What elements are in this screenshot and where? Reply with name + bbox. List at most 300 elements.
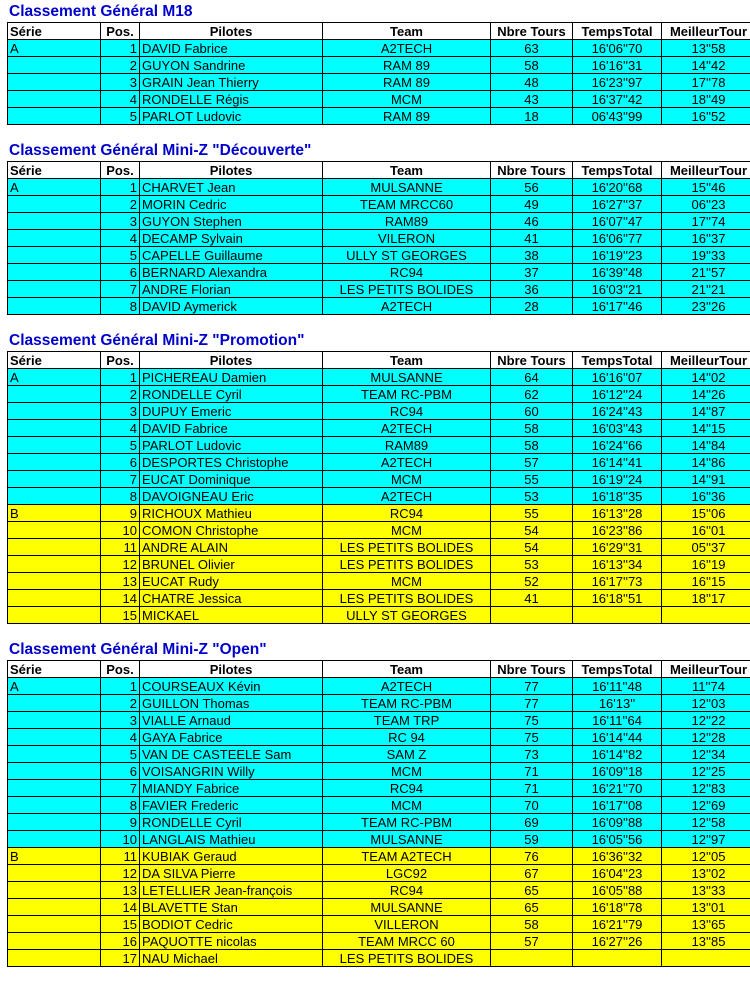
section-title: Classement Général Mini-Z "Découverte" — [9, 142, 312, 159]
position-cell: 1 — [101, 678, 140, 695]
pilot-name-cell: PAQUOTTE nicolas — [140, 933, 323, 950]
best-lap-cell: 12''97 — [662, 831, 750, 848]
position-cell: 15 — [101, 916, 140, 933]
laps-cell: 59 — [491, 831, 573, 848]
position-cell: 2 — [101, 196, 140, 213]
best-lap-cell: 13''01 — [662, 899, 750, 916]
pilot-name-cell: PARLOT Ludovic — [140, 437, 323, 454]
total-time-cell: 16'17''08 — [573, 797, 662, 814]
ranking-table — [7, 660, 750, 967]
table-row — [8, 108, 750, 125]
pilot-name-cell: EUCAT Dominique — [140, 471, 323, 488]
laps-cell: 54 — [491, 522, 573, 539]
serie-cell — [8, 488, 101, 505]
serie-cell — [8, 196, 101, 213]
team-cell: RAM 89 — [323, 74, 491, 91]
position-cell: 11 — [101, 848, 140, 865]
serie-cell — [8, 108, 101, 125]
pilot-name-cell: CHARVET Jean — [140, 179, 323, 196]
best-lap-cell: 23''26 — [662, 298, 750, 315]
position-cell: 10 — [101, 831, 140, 848]
laps-cell: 63 — [491, 40, 573, 57]
total-time-cell: 16'06''77 — [573, 230, 662, 247]
team-cell: LGC92 — [323, 865, 491, 882]
total-time-cell: 16'14''44 — [573, 729, 662, 746]
laps-cell: 67 — [491, 865, 573, 882]
laps-cell: 77 — [491, 678, 573, 695]
pilot-name-cell: DAVID Aymerick — [140, 298, 323, 315]
laps-cell: 41 — [491, 230, 573, 247]
table-row — [8, 505, 750, 522]
total-time-cell: 16'18''78 — [573, 899, 662, 916]
table-row — [8, 420, 750, 437]
table-row — [8, 831, 750, 848]
pilot-name-cell: DESPORTES Christophe — [140, 454, 323, 471]
total-time-cell: 16'13''34 — [573, 556, 662, 573]
laps-cell — [491, 950, 573, 967]
best-lap-cell: 16''36 — [662, 488, 750, 505]
table-row — [8, 386, 750, 403]
laps-cell: 64 — [491, 369, 573, 386]
table-row — [8, 746, 750, 763]
position-cell: 7 — [101, 281, 140, 298]
position-cell: 4 — [101, 729, 140, 746]
best-lap-cell: 13''33 — [662, 882, 750, 899]
column-header-pilote: Pilotes — [140, 23, 323, 40]
team-cell: MULSANNE — [323, 179, 491, 196]
team-cell: RC 94 — [323, 729, 491, 746]
column-header-pos: Pos. — [101, 23, 140, 40]
total-time-cell: 16'13''28 — [573, 505, 662, 522]
total-time-cell: 16'03''43 — [573, 420, 662, 437]
table-row — [8, 933, 750, 950]
serie-cell — [8, 386, 101, 403]
best-lap-cell: 14''02 — [662, 369, 750, 386]
serie-cell — [8, 780, 101, 797]
pilot-name-cell: DAVID Fabrice — [140, 40, 323, 57]
column-header-serie: Série — [8, 661, 101, 678]
laps-cell: 57 — [491, 454, 573, 471]
laps-cell: 37 — [491, 264, 573, 281]
best-lap-cell: 17''78 — [662, 74, 750, 91]
best-lap-cell: 16''52 — [662, 108, 750, 125]
pilot-name-cell: RONDELLE Régis — [140, 91, 323, 108]
total-time-cell: 16'23''86 — [573, 522, 662, 539]
serie-cell — [8, 471, 101, 488]
table-row — [8, 230, 750, 247]
team-cell: SAM Z — [323, 746, 491, 763]
position-cell: 5 — [101, 746, 140, 763]
pilot-name-cell: CHATRE Jessica — [140, 590, 323, 607]
column-header-temps: TempsTotal — [573, 661, 662, 678]
serie-cell — [8, 590, 101, 607]
serie-cell — [8, 797, 101, 814]
serie-cell — [8, 814, 101, 831]
best-lap-cell: 14''87 — [662, 403, 750, 420]
position-cell: 2 — [101, 695, 140, 712]
position-cell: 9 — [101, 814, 140, 831]
laps-cell: 60 — [491, 403, 573, 420]
section-spacer — [7, 125, 750, 141]
pilot-name-cell: DAVID Fabrice — [140, 420, 323, 437]
team-cell: LES PETITS BOLIDES — [323, 281, 491, 298]
position-cell: 16 — [101, 933, 140, 950]
pilot-name-cell: GAYA Fabrice — [140, 729, 323, 746]
total-time-cell: 16'23''97 — [573, 74, 662, 91]
laps-cell: 77 — [491, 695, 573, 712]
section-title: Classement Général M18 — [9, 3, 193, 20]
best-lap-cell: 14''86 — [662, 454, 750, 471]
serie-cell — [8, 556, 101, 573]
serie-cell: A — [8, 678, 101, 695]
total-time-cell: 16'05''88 — [573, 882, 662, 899]
serie-cell — [8, 230, 101, 247]
total-time-cell: 16'05''56 — [573, 831, 662, 848]
total-time-cell: 16'09''88 — [573, 814, 662, 831]
table-row — [8, 179, 750, 196]
position-cell: 3 — [101, 712, 140, 729]
table-row — [8, 763, 750, 780]
team-cell: A2TECH — [323, 420, 491, 437]
pilot-name-cell: COMON Christophe — [140, 522, 323, 539]
position-cell: 3 — [101, 74, 140, 91]
table-row — [8, 865, 750, 882]
total-time-cell: 16'06''70 — [573, 40, 662, 57]
total-time-cell: 16'24''43 — [573, 403, 662, 420]
pilot-name-cell: DUPUY Emeric — [140, 403, 323, 420]
laps-cell: 36 — [491, 281, 573, 298]
team-cell: MCM — [323, 573, 491, 590]
pilot-name-cell: ANDRE Florian — [140, 281, 323, 298]
position-cell: 9 — [101, 505, 140, 522]
total-time-cell: 16'36''32 — [573, 848, 662, 865]
table-row — [8, 590, 750, 607]
team-cell: MCM — [323, 91, 491, 108]
pilot-name-cell: PARLOT Ludovic — [140, 108, 323, 125]
team-cell: RAM89 — [323, 213, 491, 230]
table-row — [8, 607, 750, 624]
serie-cell — [8, 74, 101, 91]
total-time-cell — [573, 950, 662, 967]
team-cell: RAM 89 — [323, 57, 491, 74]
table-row — [8, 213, 750, 230]
laps-cell: 69 — [491, 814, 573, 831]
laps-cell: 48 — [491, 74, 573, 91]
total-time-cell: 16'24''66 — [573, 437, 662, 454]
position-cell: 8 — [101, 298, 140, 315]
position-cell: 12 — [101, 556, 140, 573]
total-time-cell: 16'19''24 — [573, 471, 662, 488]
total-time-cell: 16'13'' — [573, 695, 662, 712]
position-cell: 1 — [101, 40, 140, 57]
column-header-best: MeilleurTour — [662, 162, 750, 179]
table-row — [8, 678, 750, 695]
table-header-row — [8, 23, 750, 40]
pilot-name-cell: DECAMP Sylvain — [140, 230, 323, 247]
serie-cell — [8, 403, 101, 420]
column-header-team: Team — [323, 162, 491, 179]
total-time-cell — [573, 607, 662, 624]
column-header-pilote: Pilotes — [140, 352, 323, 369]
total-time-cell: 16'12''24 — [573, 386, 662, 403]
team-cell: RAM 89 — [323, 108, 491, 125]
pilot-name-cell: RONDELLE Cyril — [140, 386, 323, 403]
table-row — [8, 882, 750, 899]
team-cell: VILLERON — [323, 916, 491, 933]
column-header-pilote: Pilotes — [140, 162, 323, 179]
laps-cell: 71 — [491, 763, 573, 780]
laps-cell: 55 — [491, 505, 573, 522]
position-cell: 3 — [101, 403, 140, 420]
column-header-pos: Pos. — [101, 661, 140, 678]
serie-cell — [8, 746, 101, 763]
team-cell: ULLY ST GEORGES — [323, 247, 491, 264]
table-row — [8, 488, 750, 505]
pilot-name-cell: VOISANGRIN Willy — [140, 763, 323, 780]
best-lap-cell: 14''26 — [662, 386, 750, 403]
serie-cell — [8, 729, 101, 746]
serie-cell — [8, 607, 101, 624]
table-row — [8, 454, 750, 471]
pilot-name-cell: BRUNEL Olivier — [140, 556, 323, 573]
total-time-cell: 16'04''23 — [573, 865, 662, 882]
pilot-name-cell: PICHEREAU Damien — [140, 369, 323, 386]
serie-cell — [8, 882, 101, 899]
table-row — [8, 556, 750, 573]
pilot-name-cell: FAVIER Frederic — [140, 797, 323, 814]
position-cell: 6 — [101, 264, 140, 281]
best-lap-cell: 16''19 — [662, 556, 750, 573]
total-time-cell: 16'20''68 — [573, 179, 662, 196]
best-lap-cell: 21''21 — [662, 281, 750, 298]
position-cell: 14 — [101, 899, 140, 916]
position-cell: 7 — [101, 471, 140, 488]
serie-cell — [8, 298, 101, 315]
laps-cell: 58 — [491, 420, 573, 437]
total-time-cell: 16'18''51 — [573, 590, 662, 607]
best-lap-cell: 21''57 — [662, 264, 750, 281]
table-row — [8, 437, 750, 454]
team-cell: MULSANNE — [323, 899, 491, 916]
laps-cell: 46 — [491, 213, 573, 230]
serie-cell: A — [8, 369, 101, 386]
position-cell: 5 — [101, 247, 140, 264]
laps-cell: 73 — [491, 746, 573, 763]
total-time-cell: 16'03''21 — [573, 281, 662, 298]
column-header-pos: Pos. — [101, 352, 140, 369]
table-row — [8, 729, 750, 746]
pilot-name-cell: MORIN Cedric — [140, 196, 323, 213]
team-cell: RC94 — [323, 780, 491, 797]
section-spacer — [7, 624, 750, 640]
team-cell: MCM — [323, 471, 491, 488]
position-cell: 6 — [101, 454, 140, 471]
pilot-name-cell: ANDRE ALAIN — [140, 539, 323, 556]
serie-cell: A — [8, 179, 101, 196]
position-cell: 4 — [101, 230, 140, 247]
laps-cell: 75 — [491, 712, 573, 729]
laps-cell: 65 — [491, 899, 573, 916]
table-header-row — [8, 352, 750, 369]
best-lap-cell: 13''58 — [662, 40, 750, 57]
best-lap-cell: 12''22 — [662, 712, 750, 729]
best-lap-cell: 15''06 — [662, 505, 750, 522]
section-title: Classement Général Mini-Z "Open" — [9, 641, 267, 658]
team-cell: TEAM MRCC 60 — [323, 933, 491, 950]
serie-cell — [8, 695, 101, 712]
team-cell: A2TECH — [323, 678, 491, 695]
team-cell: TEAM A2TECH — [323, 848, 491, 865]
position-cell: 1 — [101, 179, 140, 196]
ranking-table — [7, 161, 750, 315]
serie-cell — [8, 522, 101, 539]
table-row — [8, 247, 750, 264]
best-lap-cell: 14''91 — [662, 471, 750, 488]
best-lap-cell: 12''03 — [662, 695, 750, 712]
total-time-cell: 16'19''23 — [573, 247, 662, 264]
total-time-cell: 16'16''07 — [573, 369, 662, 386]
total-time-cell: 16'18''35 — [573, 488, 662, 505]
position-cell: 1 — [101, 369, 140, 386]
pilot-name-cell: GUILLON Thomas — [140, 695, 323, 712]
laps-cell: 28 — [491, 298, 573, 315]
column-header-best: MeilleurTour — [662, 23, 750, 40]
best-lap-cell — [662, 950, 750, 967]
best-lap-cell: 12''34 — [662, 746, 750, 763]
best-lap-cell: 13''02 — [662, 865, 750, 882]
pilot-name-cell: LETELLIER Jean-françois — [140, 882, 323, 899]
best-lap-cell: 16''15 — [662, 573, 750, 590]
pilot-name-cell: LANGLAIS Mathieu — [140, 831, 323, 848]
table-row — [8, 471, 750, 488]
column-header-temps: TempsTotal — [573, 352, 662, 369]
team-cell: RC94 — [323, 505, 491, 522]
position-cell: 4 — [101, 91, 140, 108]
position-cell: 12 — [101, 865, 140, 882]
position-cell: 2 — [101, 57, 140, 74]
best-lap-cell: 19''33 — [662, 247, 750, 264]
table-row — [8, 916, 750, 933]
ranking-table — [7, 22, 750, 125]
serie-cell — [8, 539, 101, 556]
pilot-name-cell: BODIOT Cedric — [140, 916, 323, 933]
laps-cell: 54 — [491, 539, 573, 556]
pilot-name-cell: CAPELLE Guillaume — [140, 247, 323, 264]
serie-cell — [8, 763, 101, 780]
team-cell: LES PETITS BOLIDES — [323, 590, 491, 607]
serie-cell — [8, 264, 101, 281]
position-cell: 13 — [101, 882, 140, 899]
table-row — [8, 797, 750, 814]
team-cell: MCM — [323, 763, 491, 780]
team-cell: RC94 — [323, 882, 491, 899]
best-lap-cell: 12''58 — [662, 814, 750, 831]
laps-cell: 76 — [491, 848, 573, 865]
laps-cell: 49 — [491, 196, 573, 213]
position-cell: 4 — [101, 420, 140, 437]
team-cell: MCM — [323, 797, 491, 814]
position-cell: 5 — [101, 437, 140, 454]
section-spacer — [7, 315, 750, 331]
serie-cell — [8, 213, 101, 230]
table-row — [8, 899, 750, 916]
total-time-cell: 16'11''64 — [573, 712, 662, 729]
laps-cell: 18 — [491, 108, 573, 125]
best-lap-cell: 18''17 — [662, 590, 750, 607]
table-row — [8, 403, 750, 420]
total-time-cell: 16'14''41 — [573, 454, 662, 471]
position-cell: 2 — [101, 386, 140, 403]
best-lap-cell: 13''65 — [662, 916, 750, 933]
total-time-cell: 16'16''31 — [573, 57, 662, 74]
column-header-tours: Nbre Tours — [491, 661, 573, 678]
serie-cell — [8, 831, 101, 848]
column-header-temps: TempsTotal — [573, 162, 662, 179]
position-cell: 17 — [101, 950, 140, 967]
best-lap-cell: 05''37 — [662, 539, 750, 556]
position-cell: 11 — [101, 539, 140, 556]
serie-cell — [8, 712, 101, 729]
team-cell: MULSANNE — [323, 831, 491, 848]
table-row — [8, 281, 750, 298]
best-lap-cell: 16''01 — [662, 522, 750, 539]
position-cell: 8 — [101, 797, 140, 814]
total-time-cell: 16'27''26 — [573, 933, 662, 950]
best-lap-cell: 12''05 — [662, 848, 750, 865]
laps-cell: 53 — [491, 556, 573, 573]
position-cell: 13 — [101, 573, 140, 590]
serie-cell — [8, 865, 101, 882]
team-cell: TEAM RC-PBM — [323, 695, 491, 712]
team-cell: TEAM RC-PBM — [323, 386, 491, 403]
table-row — [8, 814, 750, 831]
best-lap-cell: 06''23 — [662, 196, 750, 213]
table-row — [8, 196, 750, 213]
team-cell: A2TECH — [323, 298, 491, 315]
column-header-best: MeilleurTour — [662, 661, 750, 678]
laps-cell: 53 — [491, 488, 573, 505]
team-cell: LES PETITS BOLIDES — [323, 950, 491, 967]
serie-cell — [8, 437, 101, 454]
best-lap-cell: 12''69 — [662, 797, 750, 814]
team-cell: TEAM TRP — [323, 712, 491, 729]
pilot-name-cell: GUYON Sandrine — [140, 57, 323, 74]
table-header-row — [8, 162, 750, 179]
position-cell: 5 — [101, 108, 140, 125]
column-header-team: Team — [323, 352, 491, 369]
pilot-name-cell: RONDELLE Cyril — [140, 814, 323, 831]
best-lap-cell: 14''42 — [662, 57, 750, 74]
laps-cell: 62 — [491, 386, 573, 403]
best-lap-cell: 11''74 — [662, 678, 750, 695]
best-lap-cell — [662, 607, 750, 624]
column-header-team: Team — [323, 23, 491, 40]
laps-cell: 55 — [491, 471, 573, 488]
total-time-cell: 16'07''47 — [573, 213, 662, 230]
table-row — [8, 40, 750, 57]
column-header-pos: Pos. — [101, 162, 140, 179]
pilot-name-cell: RICHOUX Mathieu — [140, 505, 323, 522]
laps-cell: 65 — [491, 882, 573, 899]
table-header-row — [8, 661, 750, 678]
table-row — [8, 57, 750, 74]
team-cell: A2TECH — [323, 40, 491, 57]
pilot-name-cell: MIANDY Fabrice — [140, 780, 323, 797]
team-cell: RC94 — [323, 403, 491, 420]
total-time-cell: 16'09''18 — [573, 763, 662, 780]
pilot-name-cell: MICKAEL — [140, 607, 323, 624]
serie-cell — [8, 281, 101, 298]
